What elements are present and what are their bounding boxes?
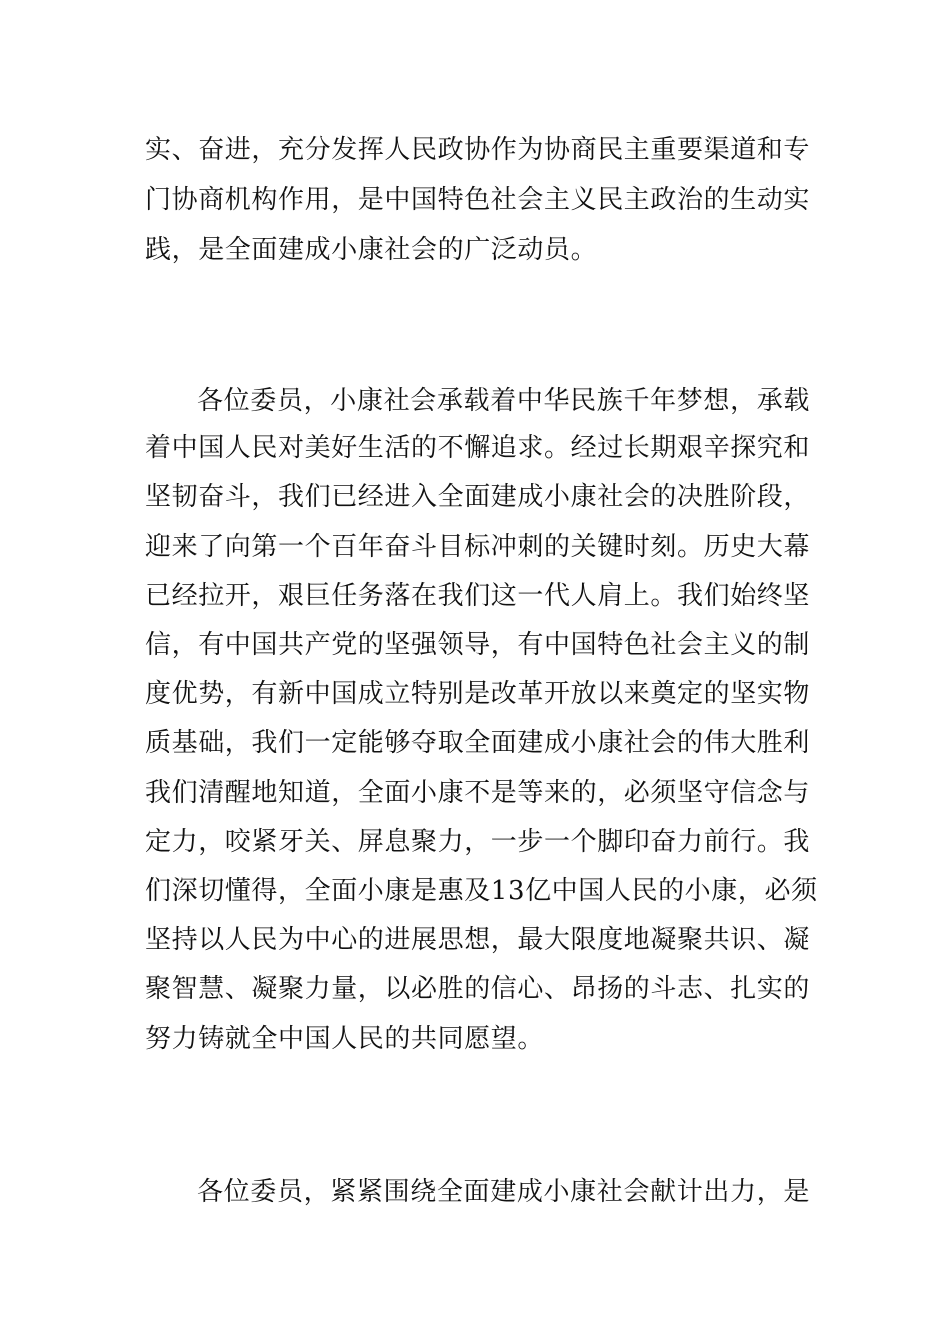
text-line: 定力，咬紧牙关、屏息聚力，一步一个脚印奋力前行。我	[145, 827, 811, 857]
text-line: 着中国人民对美好生活的不懈追求。经过长期艰辛探究和	[145, 433, 811, 463]
text-line: 我们清醒地知道，全面小康不是等来的，必须坚守信念与	[145, 778, 811, 808]
text-line: 践，是全面建成小康社会的广泛动员。	[145, 235, 598, 265]
text-line: 实、奋进，充分发挥人民政协作为协商民主重要渠道和专	[145, 135, 811, 165]
text-line: 信，有中国共产党的坚强领导，有中国特色社会主义的制	[145, 630, 811, 660]
text-line: 坚持以人民为中心的进展思想，最大限度地凝聚共识、凝	[145, 925, 811, 955]
text-line: 坚韧奋斗，我们已经进入全面建成小康社会的决胜阶段，	[145, 482, 811, 512]
text-line: 门协商机构作用，是中国特色社会主义民主政治的生动实	[145, 185, 811, 215]
text-line: 迎来了向第一个百年奋斗目标冲刺的关键时刻。历史大幕	[145, 532, 811, 562]
text-line: 质基础，我们一定能够夺取全面建成小康社会的伟大胜利	[145, 728, 811, 758]
text-line: 各位委员，紧紧围绕全面建成小康社会献计出力，是	[197, 1177, 810, 1207]
text-line: 努力铸就全中国人民的共同愿望。	[145, 1024, 545, 1054]
text-line: 各位委员，小康社会承载着中华民族千年梦想，承载	[197, 386, 810, 416]
text-line: 度优势，有新中国成立特别是改革开放以来奠定的坚实物	[145, 679, 811, 709]
text-line: 已经拉开，艰巨任务落在我们这一代人肩上。我们始终坚	[145, 581, 811, 611]
text-line: 们深切懂得，全面小康是惠及13亿中国人民的小康，必须	[145, 876, 818, 906]
text-line: 聚智慧、凝聚力量，以必胜的信心、昂扬的斗志、扎实的	[145, 974, 811, 1004]
